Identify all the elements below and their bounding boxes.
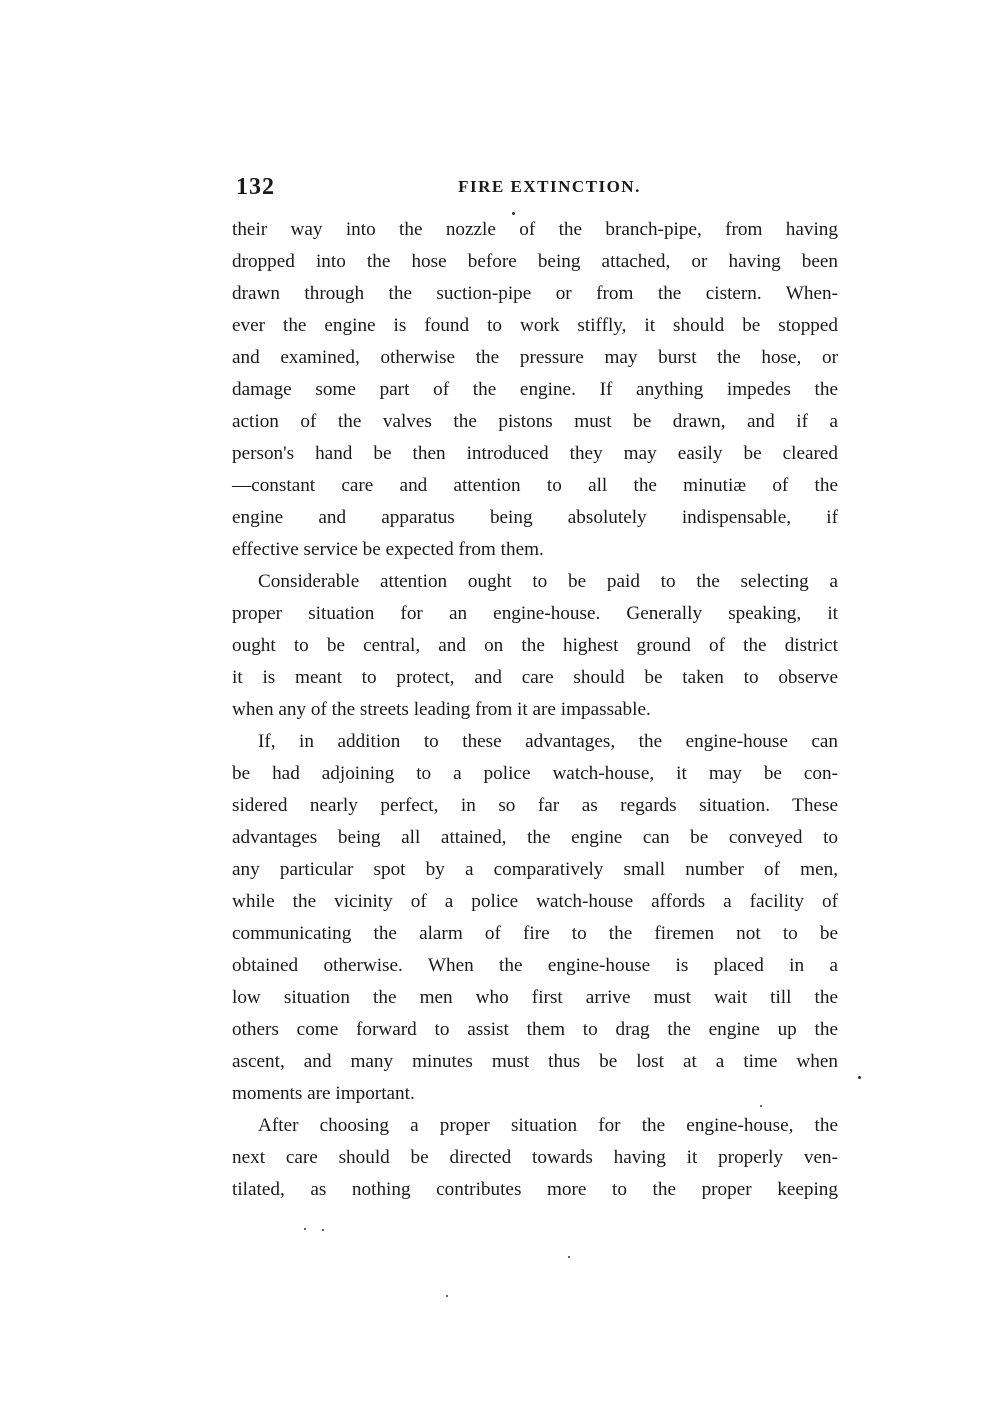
text-line: advantages being all attained, the engine can be conveyed to bbox=[232, 827, 838, 848]
text-line: sidered nearly perfect, in so far as regards situation. These bbox=[232, 795, 838, 816]
body-text bbox=[232, 214, 838, 1206]
running-title: FIRE EXTINCTION. bbox=[458, 177, 641, 196]
text-line: drawn through the suction-pipe or from the cistern. When- bbox=[232, 283, 838, 304]
text-line: next care should be directed towards having it properly ven- bbox=[232, 1147, 838, 1168]
scan-speck bbox=[512, 212, 515, 215]
scan-speck bbox=[446, 1295, 448, 1297]
scan-speck bbox=[304, 1228, 306, 1230]
text-line: —constant care and attention to all the minutiæ of the bbox=[232, 475, 838, 496]
text-line: it is meant to protect, and care should be taken to observe bbox=[232, 667, 838, 688]
text-line: If, in addition to these advantages, the engine-house can bbox=[258, 731, 838, 752]
text-line: tilated, as nothing contributes more to the proper keeping bbox=[232, 1179, 838, 1200]
text-line: ought to be central, and on the highest ground of the district bbox=[232, 635, 838, 656]
text-line: and examined, otherwise the pressure may burst the hose, or bbox=[232, 347, 838, 368]
text-line: others come forward to assist them to drag the engine up the bbox=[232, 1019, 838, 1040]
text-line: any particular spot by a comparatively small number of men, bbox=[232, 859, 838, 880]
text-line: be had adjoining to a police watch-house, it may be con- bbox=[232, 763, 838, 784]
text-line: while the vicinity of a police watch-house affords a facility of bbox=[232, 891, 838, 912]
text-line: moments are important. bbox=[232, 1083, 415, 1104]
text-line: when any of the streets leading from it are impassable. bbox=[232, 699, 651, 720]
scan-speck bbox=[322, 1229, 324, 1231]
text-line: Considerable attention ought to be paid to the selecting a bbox=[258, 571, 838, 592]
text-line: person's hand be then introduced they may easily be cleared bbox=[232, 443, 838, 464]
scan-speck bbox=[858, 1076, 861, 1079]
text-line: dropped into the hose before being attached, or having been bbox=[232, 251, 838, 272]
text-line: low situation the men who first arrive must wait till the bbox=[232, 987, 838, 1008]
text-line: action of the valves the pistons must be drawn, and if a bbox=[232, 411, 838, 432]
text-line: ever the engine is found to work stiffly, it should be stopped bbox=[232, 315, 838, 336]
text-line: communicating the alarm of fire to the firemen not to be bbox=[232, 923, 838, 944]
text-line: effective service be expected from them. bbox=[232, 539, 544, 560]
text-line: damage some part of the engine. If anything impedes the bbox=[232, 379, 838, 400]
text-line: ascent, and many minutes must thus be lost at a time when bbox=[232, 1051, 838, 1072]
running-head bbox=[232, 174, 837, 200]
text-line: After choosing a proper situation for the engine-house, the bbox=[258, 1115, 838, 1136]
scan-speck bbox=[760, 1105, 762, 1107]
text-line: proper situation for an engine-house. Generally speaking, it bbox=[232, 603, 838, 624]
text-line: their way into the nozzle of the branch-pipe, from having bbox=[232, 219, 838, 240]
text-line: obtained otherwise. When the engine-house is placed in a bbox=[232, 955, 838, 976]
page-number: 132 bbox=[236, 174, 275, 200]
scan-speck bbox=[568, 1256, 570, 1258]
text-line: engine and apparatus being absolutely indispensable, if bbox=[232, 507, 838, 528]
